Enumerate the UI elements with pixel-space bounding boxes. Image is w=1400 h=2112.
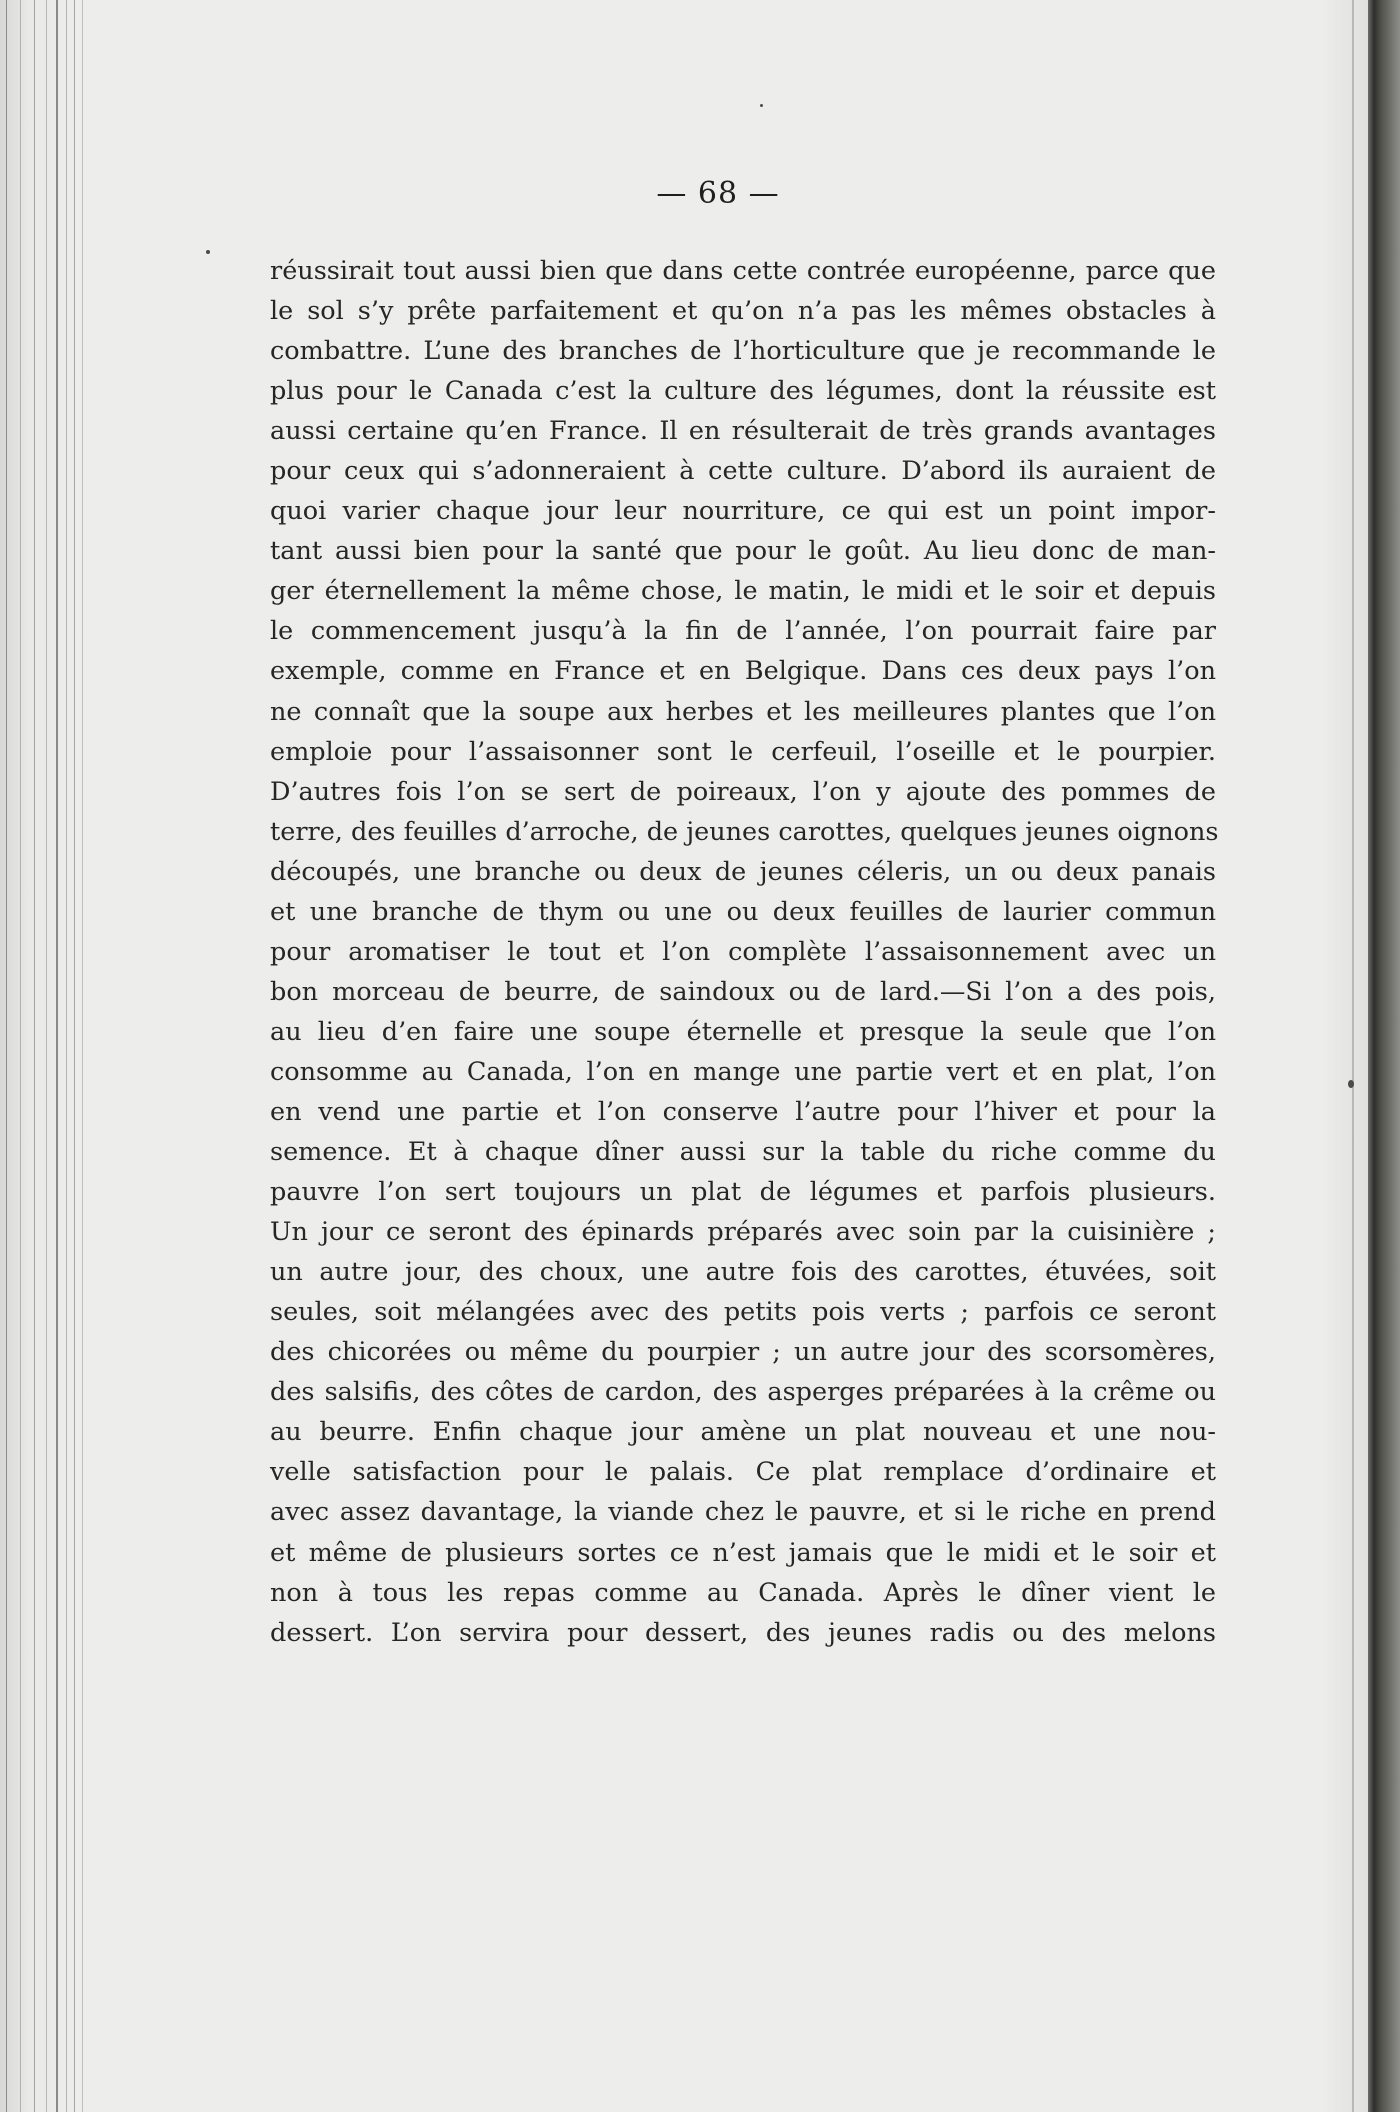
text-line: tant aussi bien pour la santé que pour le goût. Au lieu donc de man- <box>270 536 1216 567</box>
text-line: en vend une partie et l’on conserve l’autre pour l’hiver et pour la <box>270 1096 1216 1127</box>
body-text <box>270 252 1219 1654</box>
text-line: pour ceux qui s’adonneraient à cette culture. D’abord ils auraient de <box>270 456 1216 487</box>
text-line: consomme au Canada, l’on en mange une partie vert et en plat, l’on <box>270 1056 1216 1087</box>
text-line: pauvre l’on sert toujours un plat de légumes et parfois plusieurs. <box>270 1177 1216 1208</box>
text-line: velle satisfaction pour le palais. Ce plat remplace d’ordinaire et <box>270 1457 1216 1488</box>
page-edge <box>74 0 75 2112</box>
page <box>84 0 1352 2112</box>
text-line: terre, des feuilles d’arroche, de jeunes carottes, quelques jeunes oignons <box>270 816 1219 847</box>
page-edge <box>46 0 47 2112</box>
text-line: des salsifis, des côtes de cardon, des asperges préparées à la crême ou <box>270 1377 1216 1408</box>
text-line: le commencement jusqu’à la fin de l’année, l’on pourrait faire par <box>270 616 1216 647</box>
text-line: des chicorées ou même du pourpier ; un autre jour des scorsomères, <box>270 1337 1216 1368</box>
page-edge <box>20 0 21 2112</box>
text-line: seules, soit mélangées avec des petits pois verts ; parfois ce seront <box>270 1297 1216 1328</box>
text-line: plus pour le Canada c’est la culture des légumes, dont la réussite est <box>270 376 1216 407</box>
text-line: réussirait tout aussi bien que dans cette contrée européenne, parce que <box>270 256 1216 286</box>
text-line: un autre jour, des choux, une autre fois des carottes, étuvées, soit <box>270 1257 1216 1288</box>
text-line: bon morceau de beurre, de saindoux ou de lard.—Si l’on a des pois, <box>270 976 1216 1007</box>
text-line: semence. Et à chaque dîner aussi sur la table du riche comme du <box>270 1137 1216 1168</box>
page-edge <box>82 0 83 2112</box>
text-line: ger éternellement la même chose, le matin, le midi et le soir et depuis <box>270 576 1216 607</box>
text-line: au beurre. Enfin chaque jour amène un plat nouveau et une nou- <box>270 1417 1216 1448</box>
page-edge <box>56 0 58 2112</box>
text-line: aussi certaine qu’en France. Il en résulterait de très grands avantages <box>270 416 1216 447</box>
text-line: dessert. L’on servira pour dessert, des jeunes radis ou des melons <box>270 1617 1216 1648</box>
text-line: le sol s’y prête parfaitement et qu’on n’a pas les mêmes obstacles à <box>270 296 1216 327</box>
text-line: non à tous les repas comme au Canada. Après le dîner vient le <box>270 1577 1216 1608</box>
text-line: pour aromatiser le tout et l’on complète l’assaisonnement avec un <box>270 936 1216 967</box>
text-line: et une branche de thym ou une ou deux feuilles de laurier commun <box>270 896 1216 927</box>
text-line: et même de plusieurs sortes ce n’est jamais que le midi et le soir et <box>270 1537 1216 1568</box>
page-fold-line <box>1352 0 1354 2112</box>
page-edge <box>6 0 7 2112</box>
page-number-header: — 68 — <box>656 176 780 211</box>
text-line: quoi varier chaque jour leur nourriture, ce qui est un point impor- <box>270 496 1216 527</box>
text-line: Un jour ce seront des épinards préparés avec soin par la cuisinière ; <box>270 1217 1216 1248</box>
text-line: au lieu d’en faire une soupe éternelle et presque la seule que l’on <box>270 1016 1216 1047</box>
text-line: emploie pour l’assaisonner sont le cerfeuil, l’oseille et le pourpier. <box>270 736 1216 767</box>
page-header <box>84 176 1352 211</box>
text-line: D’autres fois l’on se sert de poireaux, l’on y ajoute des pommes de <box>270 776 1216 807</box>
page-edge <box>66 0 67 2112</box>
text-line: combattre. L’une des branches de l’horticulture que je recommande le <box>270 336 1216 367</box>
text-line: avec assez davantage, la viande chez le pauvre, et si le riche en prend <box>270 1497 1216 1528</box>
text-line: découpés, une branche ou deux de jeunes céleris, un ou deux panais <box>270 856 1216 887</box>
text-line: exemple, comme en France et en Belgique. Dans ces deux pays l’on <box>270 656 1216 687</box>
text-line: ne connaît que la soupe aux herbes et les meilleures plantes que l’on <box>270 696 1216 727</box>
book-binding <box>1368 0 1400 2112</box>
page-edge <box>34 0 35 2112</box>
